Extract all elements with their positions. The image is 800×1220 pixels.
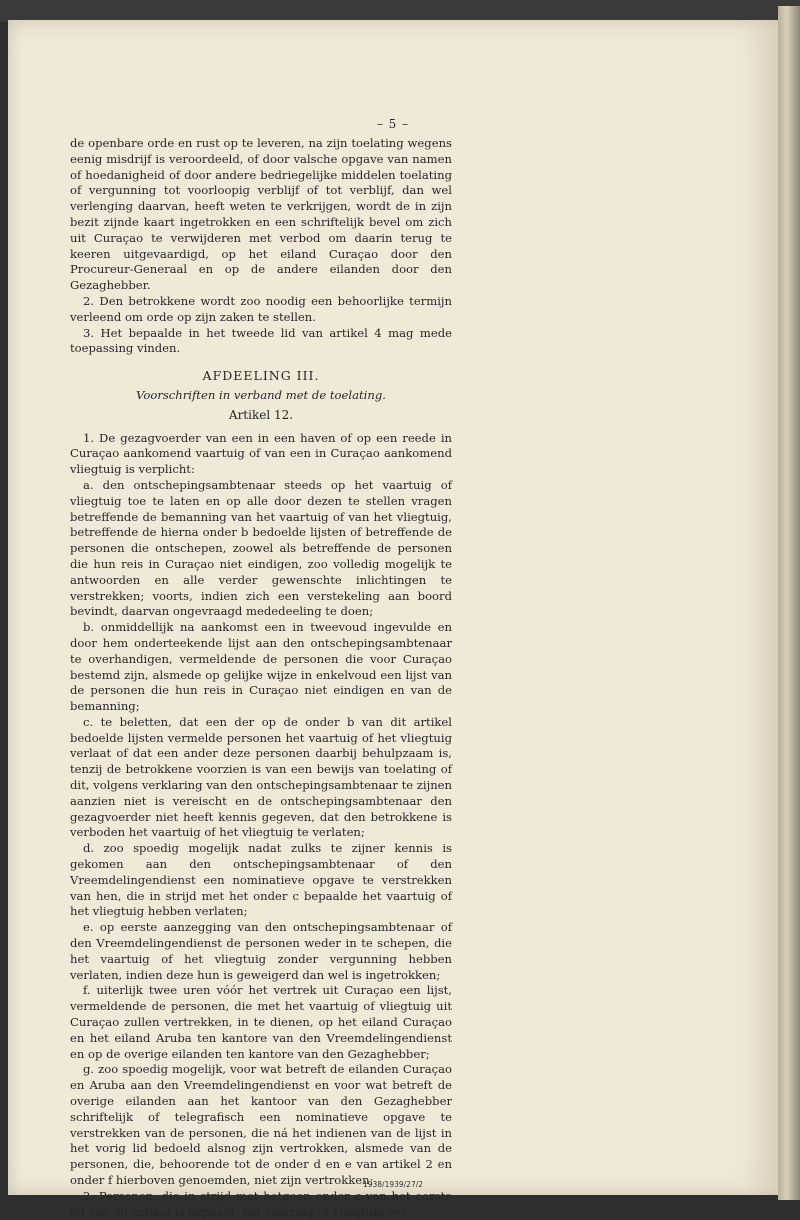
page-edge: [778, 6, 800, 1200]
paragraph-continuation: de openbare orde en rust op te leveren, na zijn toelating wegens eenig misdrijf is veroordeeld, of door valsche opgave van namen of hoedanigheid of door andere bedriegelijke middelen toelating of vergunning tot voorloopig verblijf of tot verblijf, dan wel verlenging daarvan, heeft weten te verkrijgen, wordt de in zijn bezit zijnde kaart ingetrokken en een schriftelijk bevel om zich uit Curaçao te verwijderen met verbod om daarin terug te keeren uitgevaardigd, op het eiland Curaçao door den Procureur-Generaal en op de andere eilanden door den Gezaghebber.: [70, 136, 452, 293]
article-heading: Artikel 12.: [228, 407, 294, 422]
footer-code: 1938/1939/27/2: [362, 1180, 424, 1189]
section-heading: AFDEELING III.: [202, 368, 320, 384]
article-paragraph-2: 2. Personen, die in strijd met hetgeen onder c van het eerste lid van dit artikel is bepaald, het vaartuig of vliegtuig ver-: [70, 1188, 452, 1219]
page-number: – 5 –: [376, 117, 410, 131]
list-item-f: f. uiterlijk twee uren vóór het vertrek uit Curaçao een lijst, vermeldende de personen, die met het vaartuig of vliegtuig uit Curaçao zullen vertrekken, in te dienen, op het eiland Curaçao en het eiland Aruba ten kantore van den Vreemdelingendienst en op de overige eilanden ten kantore van den Gezaghebber;: [70, 983, 452, 1061]
article-paragraph-1: 1. De gezagvoerder van een in een haven of op een reede in Curaçao aankomend vaartuig of van een in Curaçao aankomend vliegtuig is verplicht:: [70, 430, 452, 477]
list-item-b: b. onmiddellijk na aankomst een in tweevoud ingevulde en door hem onderteekende lijst aan den ontschepingsambtenaar te overhandigen, vermeldende de personen die voor Curaçao bestemd zijn, alsmede op gelijke wijze in enkelvoud een lijst van de personen die hun reis in Curaçao niet eindigen en van de bemanning;: [70, 620, 452, 714]
list-item-g: g. zoo spoedig mogelijk, voor wat betreft de eilanden Curaçao en Aruba aan den Vreemdelingendienst en voor wat betreft de overige eilanden aan het kantoor van den Gezaghebber schriftelijk of telegrafisch een nominatieve opgave te verstrekken van de personen, die ná het indienen van de lijst in het vorig lid bedoeld alsnog zijn vertrokken, alsmede van de personen, die, behoorende tot de onder d en e van artikel 2 en onder f hierboven genoemden, niet zijn vertrokken;: [70, 1062, 452, 1187]
paragraph-2: 2. Den betrokkene wordt zoo noodig een behoorlijke termijn verleend om orde op zijn zaken te stellen.: [70, 293, 452, 324]
list-item-e: e. op eerste aanzegging van den ontschepingsambtenaar of den Vreemdelingendienst de personen weder in te schepen, die het vaartuig of het vliegtuig zonder vergunning hebben verlaten, indien deze hun is geweigerd dan wel is ingetrokken;: [70, 920, 452, 982]
page-body: [70, 136, 452, 1220]
document-page: [8, 20, 778, 1219]
list-item-d: d. zoo spoedig mogelijk nadat zulks te zijner kennis is gekomen aan den ontschepingsambtenaar of den Vreemdelingendienst een nominatieve opgave te verstrekken van hen, die in strijd met het onder c bepaalde het vaartuig of het vliegtuig hebben verlaten;: [70, 841, 452, 919]
list-item-c: c. te beletten, dat een der op de onder b van dit artikel bedoelde lijsten vermelde personen het vaartuig of het vliegtuig verlaat of dat een ander deze personen daarbij behulpzaam is, tenzij de betrokkene voorzien is van een bewijs van toelating of dit, volgens verklaring van den ontschepingsambtenaar te zijnen aanzien niet is vereischt en de ontschepingsambtenaar den gezagvoerder niet heeft kennis gegeven, dat den betrokkene is verboden het vaartuig of het vliegtuig te verlaten;: [70, 714, 452, 840]
list-item-a: a. den ontschepingsambtenaar steeds op het vaartuig of vliegtuig toe te laten en op alle door dezen te stellen vragen betreffende de bemanning van het vaartuig of van het vliegtuig, betreffende de hierna onder b bedoelde lijsten of betreffende de personen die ontschepen, zoowel als betreffende de personen die hun reis in Curaçao niet eindigen, zoo volledig mogelijk te antwoorden en alle verder gewenschte inlichtingen te verstrekken; voorts, indien zich een verstekeling aan boord bevindt, daarvan ongevraagd mededeeling te doen;: [70, 477, 452, 619]
section-subtitle: Voorschriften in verband met de toelating.: [136, 387, 386, 402]
paragraph-3: 3. Het bepaalde in het tweede lid van artikel 4 mag mede toepassing vinden.: [70, 325, 452, 356]
scanner-background: [0, 0, 800, 22]
